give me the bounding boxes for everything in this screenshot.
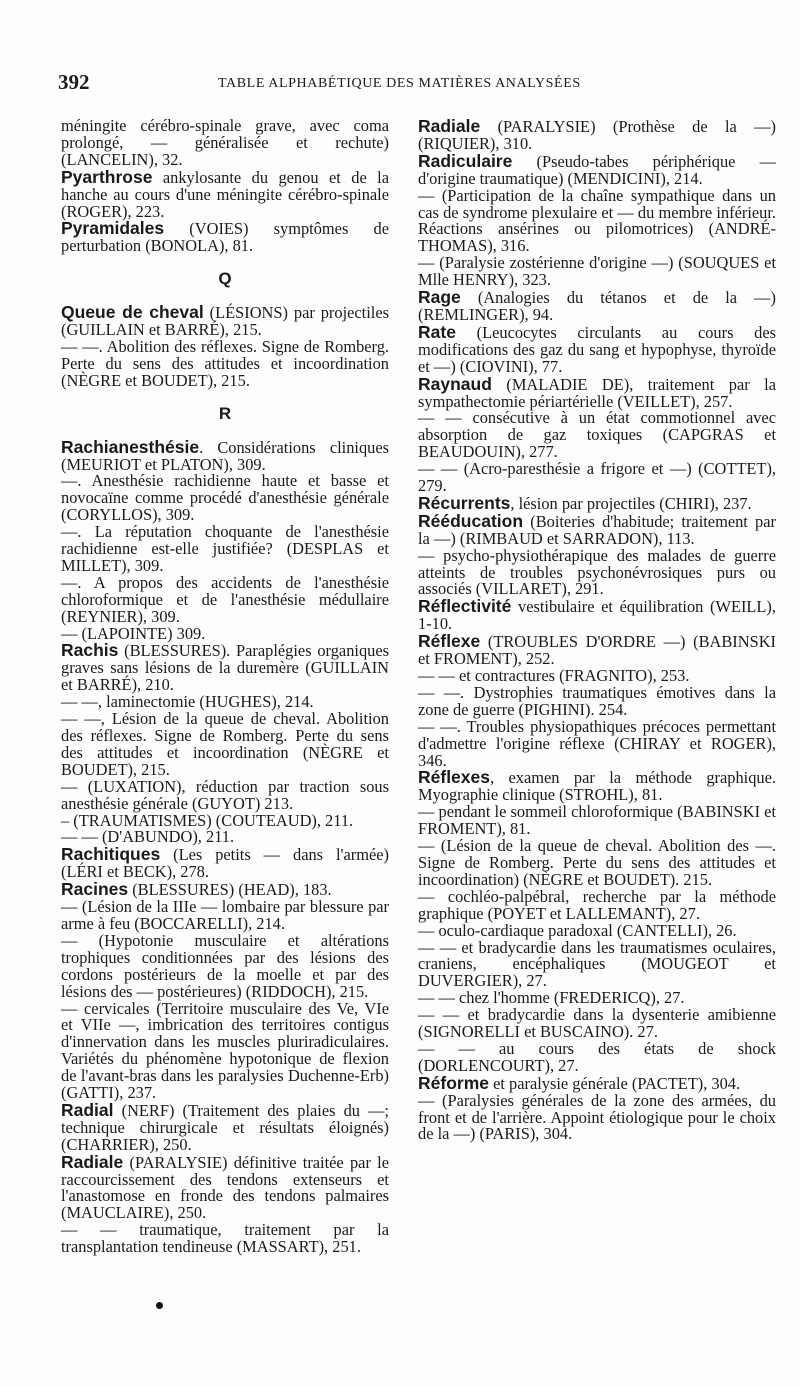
entry-text: — —. Troubles physiopathiques précoces permettant d'admettre l'origine réflexe (CHIRAY et ROGER), 346. xyxy=(418,716,776,770)
index-entry xyxy=(61,118,389,169)
index-entry xyxy=(418,1038,776,1075)
entry-text: — — et bradycardie dans les traumatismes oculaires, craniens, encéphaliques (MOUGEOT et DUVERGIER), 27. xyxy=(418,937,776,991)
entry-headword: Radiale xyxy=(61,1151,124,1172)
entry-text: méningite cérébro-spinale grave, avec coma prolongé, — généralisée et rechute) (LANCELIN), 32. xyxy=(61,116,389,169)
index-entry xyxy=(61,1099,389,1154)
entry-text: . Considérations cliniques (MEURIOT et PLATON), 309. xyxy=(61,437,389,474)
entry-headword: Rééducation xyxy=(418,510,524,531)
index-entry xyxy=(418,545,776,599)
index-entry xyxy=(418,1007,776,1041)
entry-headword: Pyramidales xyxy=(61,218,165,239)
entry-text: (Boiteries d'habitude; traitement par la —) (RIMBAUD et SARRADON), 113. xyxy=(418,511,776,548)
entry-headword: Rage xyxy=(418,287,461,308)
entry-text: — pendant le sommeil chloroformique (BABINSKI et FROMENT), 81. xyxy=(418,802,776,839)
index-entry xyxy=(61,473,389,524)
index-entry xyxy=(418,461,776,495)
entry-text: (Les petits — dans l'armée) (LÉRI et BECK), 278. xyxy=(61,845,389,882)
entry-text: , examen par la méthode graphique. Myographie clinique (STROHL), 81. xyxy=(418,768,776,805)
entry-headword: Racines xyxy=(61,879,129,900)
entry-text: vestibulaire et équilibration (WEILL), 1-10. xyxy=(418,597,776,634)
entry-text: — cochléo-palpébral, recherche par la méthode graphique (POYET et LALLEMANT), 27. xyxy=(418,886,776,923)
entry-text: et paralysie générale (PACTET), 304. xyxy=(489,1073,741,1093)
entry-headword: Queue de cheval xyxy=(61,302,204,323)
entry-headword: Réforme xyxy=(418,1072,489,1093)
page-header xyxy=(58,70,620,100)
entry-text: — oculo-cardiaque paradoxal (CANTELLI), 26. xyxy=(418,920,737,940)
entry-headword: Pyarthrose xyxy=(61,166,153,187)
index-entry xyxy=(418,255,776,289)
index-entry xyxy=(418,682,776,719)
entry-text: (NERF) (Traitement des plaies du —; technique chirurgicale et résultats éloignés) (CHARRIER), 250. xyxy=(61,1100,389,1154)
index-entry xyxy=(418,118,776,153)
right-column xyxy=(418,118,776,1143)
index-entry xyxy=(418,598,776,633)
entry-headword: Rachitiques xyxy=(61,844,161,865)
entry-text: —. La réputation choquante de l'anesthésie rachidienne est-elle justifiée? (DESPLAS et MILLET), 309. xyxy=(61,522,389,575)
entry-text: — (Participation de la chaîne sympathique dans un cas de syndrome plexulaire et — du membre inférieur. Réactions ansérines ou pilomotrices) (ANDRÉ-THOMAS), 316. xyxy=(418,185,776,256)
index-entry xyxy=(61,436,389,474)
entry-headword: Rachis xyxy=(61,640,119,661)
entry-text: — (Paralysies générales de la zone des armées, du front et de l'arrière. Appoint étiologique pour le choix de la —) (PARIS), 304. xyxy=(418,1090,776,1144)
entry-text: — (Lésion de la IIIe — lombaire par blessure par arme à feu (BOCCARELLI), 214. xyxy=(61,897,389,933)
index-entry xyxy=(418,185,776,256)
entry-text: ankylosante du genou et de la hanche au cours d'une méningite cérébro-spinale (ROGER), 223. xyxy=(61,167,389,221)
entry-text: — (Paralysie zostérienne d'origine —) (SOUQUES et Mlle HENRY), 323. xyxy=(418,253,776,290)
index-entry xyxy=(418,838,776,889)
index-entry xyxy=(61,776,389,813)
entry-text: — (Lésion de la queue de cheval. Abolition des —. Signe de Romberg. Perte du sens des attitudes et incoordination) (NÈGRE et BOUDET). 215. xyxy=(418,836,776,889)
entry-text: —. A propos des accidents de l'anesthésie chloroformique et de l'anesthésie médullaire (REYNIER), 309. xyxy=(61,572,389,626)
entry-text: (Analogies du tétanos et de la —) (REMLINGER), 94. xyxy=(418,288,776,324)
index-entry xyxy=(61,899,389,933)
entry-text: (VOIES) symptômes de perturbation (BONOLA), 81. xyxy=(61,219,389,256)
index-entry xyxy=(418,937,776,991)
entry-headword: Rate xyxy=(418,321,456,342)
entry-headword: Réflexes xyxy=(418,767,490,788)
entry-headword: Récurrents xyxy=(418,492,511,513)
index-entry xyxy=(61,642,389,694)
index-entry xyxy=(61,572,389,626)
entry-text: — — (D'ABUNDO), 211. xyxy=(61,827,235,847)
entry-text: — (LAPOINTE) 309. xyxy=(61,623,206,643)
entry-text: — —. Dystrophies traumatiques émotives dans la zone de guerre (PIGHINI). 254. xyxy=(418,682,776,719)
footer-dot-mark xyxy=(156,1302,163,1309)
index-entry xyxy=(418,804,776,838)
entry-text: — (LUXATION), réduction par traction sous anesthésie générale (GUYOT) 213. xyxy=(61,776,389,813)
entry-text: — — chez l'homme (FREDERICQ), 27. xyxy=(418,988,685,1008)
entry-headword: Réflectivité xyxy=(418,596,512,617)
entry-text: , lésion par projectiles (CHIRI), 237. xyxy=(510,493,752,513)
index-entry xyxy=(418,289,776,324)
index-entry xyxy=(418,633,776,668)
entry-text: — — et bradycardie dans la dysenterie amibienne (SIGNORELLI et BUSCAINO). 27. xyxy=(418,1005,776,1042)
entry-text: — —. Abolition des réflexes. Signe de Romberg. Perte du sens des attitudes et incoordination (NÈGRE et BOUDET), 215. xyxy=(61,336,389,390)
index-entry xyxy=(61,930,389,1001)
entry-text: (MALADIE DE), traitement par la sympathectomie périartérielle (VEILLET), 257. xyxy=(418,374,776,411)
entry-text: — — et contractures (FRAGNITO), 253. xyxy=(418,666,690,685)
entry-text: (BLESSURES) (HEAD), 183. xyxy=(128,880,332,900)
entry-text: – (TRAUMATISMES) (COUTEAUD), 211. xyxy=(61,810,354,830)
index-entry xyxy=(418,510,776,548)
entry-text: — — traumatique, traitement par la transplantation tendineuse (MASSART), 251. xyxy=(61,1220,389,1257)
index-entry xyxy=(61,1222,389,1256)
index-entry xyxy=(418,716,776,770)
index-entry xyxy=(418,373,776,411)
entry-text: — (Hypotonie musculaire et altérations trophiques conditionnées par des lésions des cordons postérieurs de la moelle et par des lésions des — postérieures) (RIDDOCH), 215. xyxy=(61,930,389,1001)
index-entry xyxy=(61,711,389,779)
entry-headword: Radiale xyxy=(418,116,481,136)
index-entry xyxy=(61,524,389,575)
index-entry xyxy=(418,321,776,376)
entry-text: (TROUBLES D'ORDRE —) (BABINSKI et FROMENT), 252. xyxy=(418,632,776,669)
entry-text: —. Anesthésie rachidienne haute et basse et novocaïne comme procédé d'anesthésie générale (CORYLLOS), 309. xyxy=(61,471,389,525)
index-entry xyxy=(61,166,389,221)
entry-text: — — consécutive à un état commotionnel avec absorption de gaz toxiques (CAPGRAS et BEAUDOUIN), 277. xyxy=(418,408,776,462)
entry-text: — —, Lésion de la queue de cheval. Abolition des réflexes. Signe de Romberg. Perte du sens des attitudes et incoordination (NÈGRE et BOUDET), 215. xyxy=(61,709,389,779)
running-title: TABLE ALPHABÉTIQUE DES MATIÈRES ANALYSÉES xyxy=(218,76,581,91)
index-entry xyxy=(61,998,389,1103)
entry-text: (BLESSURES). Paraplégies organiques graves sans lésions de la duremère (GUILLAIN et BARRÉ), 210. xyxy=(61,641,389,695)
entry-headword: Rachianesthésie xyxy=(61,436,200,457)
entry-headword: Radiculaire xyxy=(418,150,513,171)
left-column xyxy=(61,118,389,1256)
entry-text: (Leucocytes circulants au cours des modifications des gaz du sang et hypophyse, thyroïde et —) (CIOVINI), 77. xyxy=(418,322,776,376)
index-entry xyxy=(418,1090,776,1144)
index-entry xyxy=(61,1151,389,1223)
index-entry xyxy=(61,846,389,881)
index-entry xyxy=(418,150,776,188)
entry-text: — —, laminectomie (HUGHES), 214. xyxy=(61,692,314,712)
entry-text: — — (Acro-paresthésie a frigore et —) (COTTET), 279. xyxy=(418,459,776,496)
entry-text: (Pseudo-tabes périphérique — d'origine traumatique) (MENDICINI), 214. xyxy=(418,151,776,188)
index-entry xyxy=(61,336,389,390)
section-letter: R xyxy=(218,403,232,423)
entry-text: (LÉSIONS) par projectiles (GUILLAIN et BARRÉ), 215. xyxy=(61,303,389,340)
entry-text: (PARALYSIE) (Prothèse de la —) (RIQUIER), 310. xyxy=(418,117,776,153)
entry-headword: Réflexe xyxy=(418,631,481,652)
entry-text: — — au cours des états de shock (DORLENCOURT), 27. xyxy=(418,1038,776,1075)
entry-text: — psycho-physiothérapique des malades de guerre atteints de troubles psychonévrosiques purs ou associés (VILLARET), 291. xyxy=(418,545,776,599)
page-number: 392 xyxy=(58,70,90,94)
entry-headword: Radial xyxy=(61,1099,114,1120)
entry-text: — cervicales (Territoire musculaire des Ve, VIe et VIIe —, imbrication des territoires contigus d'innervation dans les muscles pluriradiculaires. Variétés du phénomène hypotonique de flexion de l'avant-bras dans les paralysies Duchenne-Erb) (GATTI), 237. xyxy=(61,998,389,1103)
entry-headword: Raynaud xyxy=(418,373,492,394)
index-entry xyxy=(418,410,776,461)
entry-text: (PARALYSIE) définitive traitée par le raccourcissement des tendons extenseurs et l'anastomose en fronde des tendons palmaires (MAUCLAIRE), 250. xyxy=(61,1152,389,1223)
index-entry xyxy=(61,220,389,255)
index-entry xyxy=(418,886,776,923)
index-entry xyxy=(61,304,389,339)
section-letter: Q xyxy=(218,269,232,289)
index-entry xyxy=(418,769,776,804)
